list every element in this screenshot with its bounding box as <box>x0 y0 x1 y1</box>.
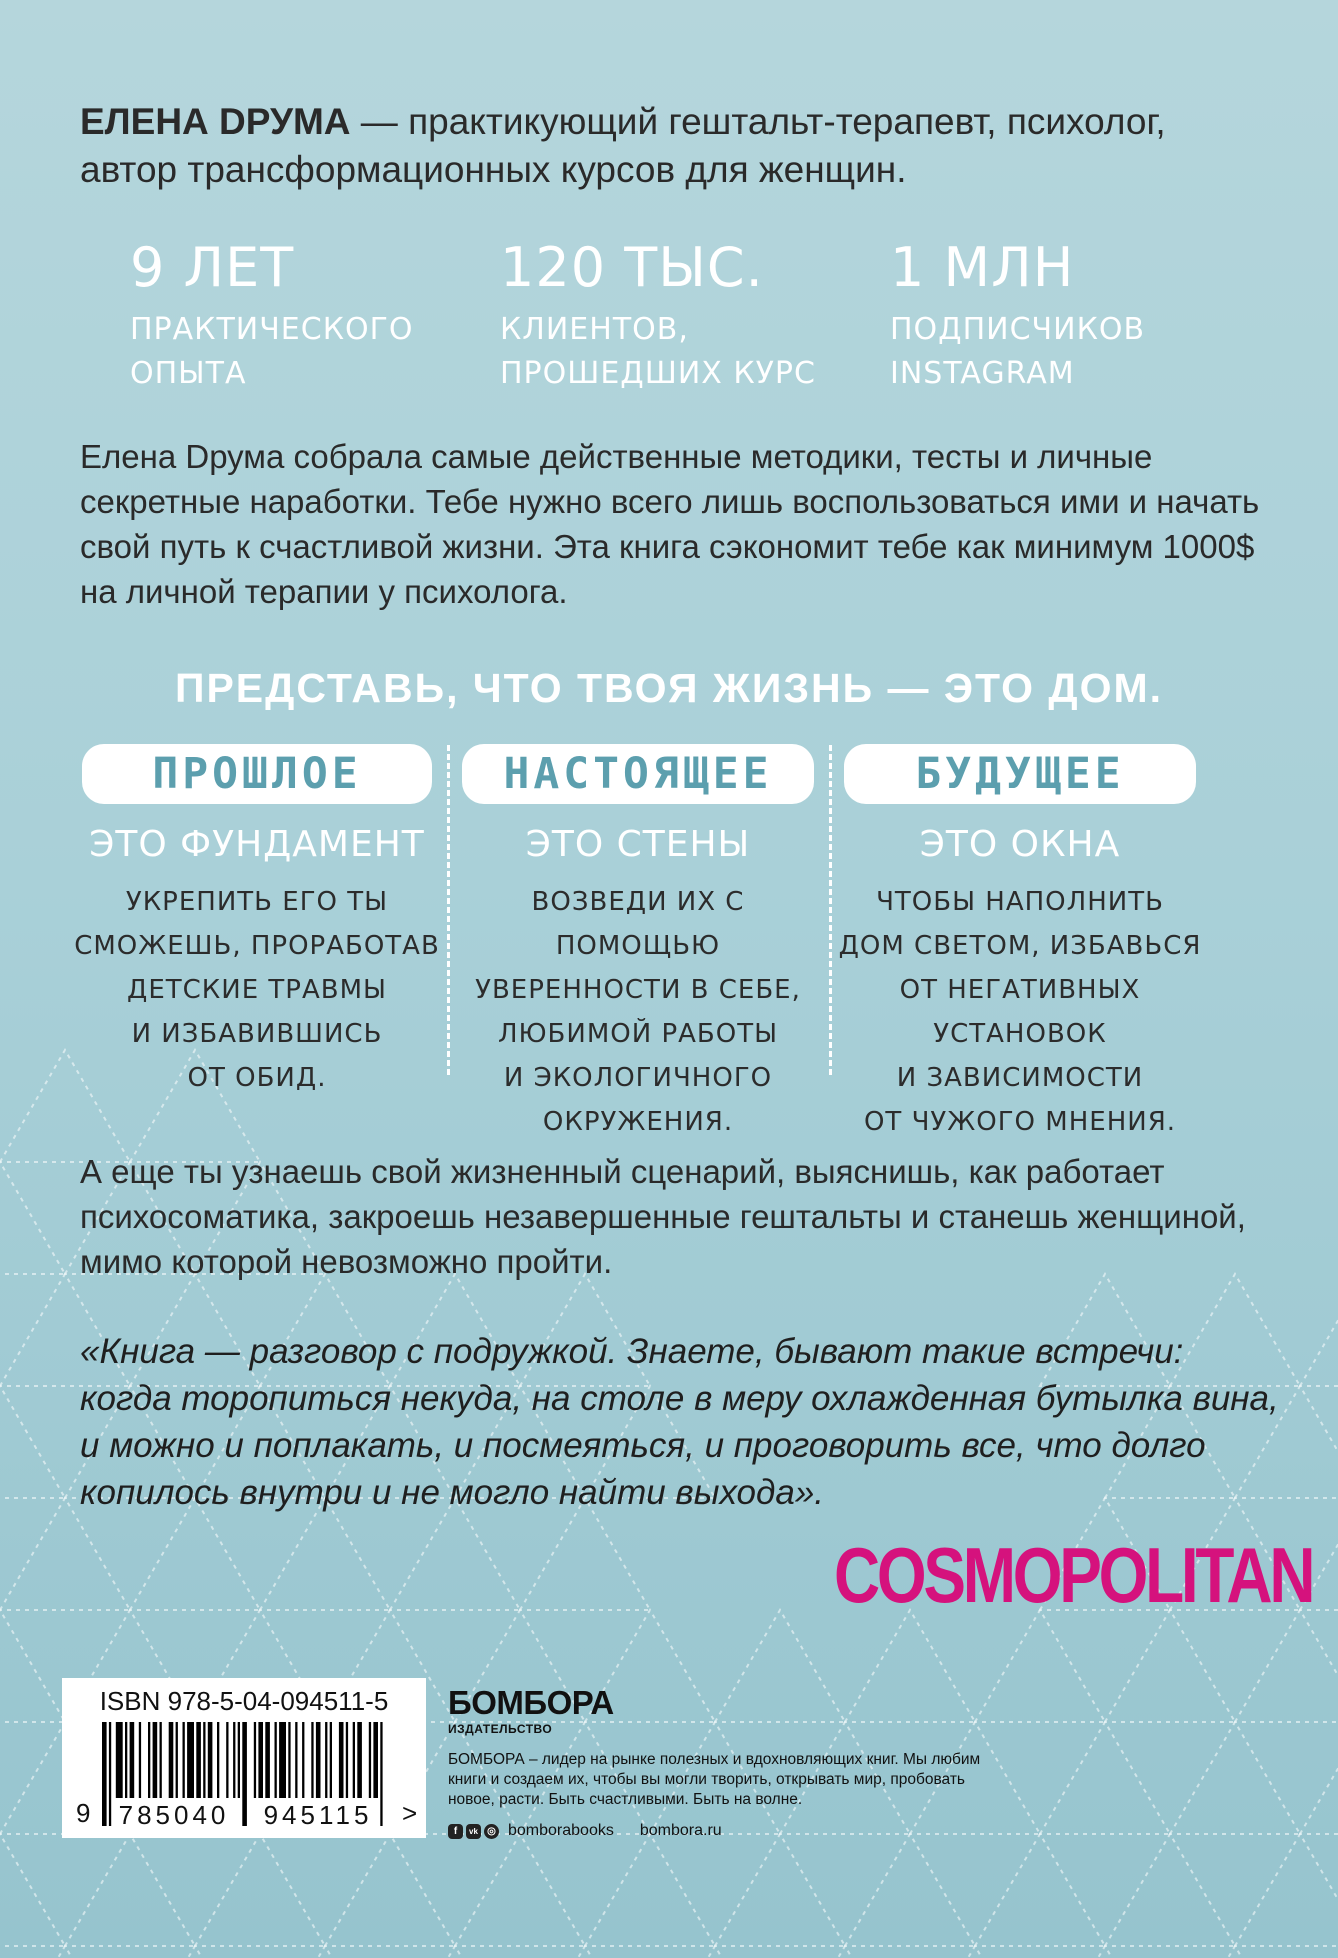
publisher-logo: БОМБОРА <box>448 1684 614 1721</box>
column-line: ОТ ЧУЖОГО МНЕНИЯ. <box>863 1107 1177 1137</box>
column-line: ОТ НЕГАТИВНЫХ УСТАНОВОК <box>899 975 1141 1049</box>
column-line: ОКРУЖЕНИЯ. <box>542 1107 734 1137</box>
column-line: ВОЗВЕДИ ИХ С ПОМОЩЬЮ <box>531 887 745 961</box>
barcode-block <box>62 1678 426 1838</box>
column-line: УКРЕПИТЬ ЕГО ТЫ <box>125 887 389 917</box>
publisher-site-link[interactable]: bombora.ru <box>639 1822 722 1839</box>
column-subtitle: ЭТО СТЕНЫ <box>525 824 751 865</box>
cosmopolitan-logo: COSMOPOLITAN <box>834 1531 1313 1619</box>
column-line: СМОЖЕШЬ, ПРОРАБОТАВ <box>74 931 440 961</box>
column-line: ДЕТСКИЕ ТРАВМЫ <box>127 975 387 1005</box>
column-subtitle: ЭТО ОКНА <box>919 824 1121 865</box>
stat-label-line: ПРОШЕДШИХ КУРС <box>500 356 816 391</box>
instagram-icon[interactable]: ◎ <box>484 1824 499 1839</box>
column-body-present <box>448 880 828 1144</box>
stat-value: 120 ТЫС. <box>500 236 764 299</box>
review-quote: «Книга — разговор с подружкой. Знаете, бывают такие встречи: когда торопиться некуда, на столе в меру охлажденная бутылка вина, и можно и поплакать, и посмеяться, и проговорить все, что долго копилось внутри и не могло найти выхода». <box>80 1332 1279 1512</box>
section-headline: ПРЕДСТАВЬ, ЧТО ТВОЯ ЖИЗНЬ — ЭТО ДОМ. <box>174 665 1164 711</box>
barcode-end-mark: > <box>402 1798 418 1828</box>
author-intro <box>80 98 1260 194</box>
facebook-icon[interactable]: f <box>448 1824 463 1839</box>
column-line: И ИЗБАВИВШИСЬ <box>131 1019 383 1049</box>
pill-label: ПРОШЛОЕ <box>152 749 362 799</box>
stat-experience <box>130 236 414 396</box>
stat-label-line: ОПЫТА <box>130 356 247 391</box>
stat-label-line: КЛИЕНТОВ, <box>500 312 689 347</box>
pill-label: БУДУЩЕЕ <box>915 749 1125 799</box>
stat-clients <box>500 236 816 396</box>
description-paragraph: Елена Dрума собрала самые действенные методики, тесты и личные секретные наработки. Тебе нужно всего лишь воспользоваться ими и начать свой путь к счастливой жизни. Эта книга сэкономит тебе как минимум 1000$ на личной терапии у психолога. <box>80 438 1260 610</box>
column-line: И ЗАВИСИМОСТИ <box>896 1063 1144 1093</box>
social-handle[interactable]: bomborabooks <box>508 1822 614 1839</box>
extra-paragraph: А еще ты узнаешь свой жизненный сценарий, выяснишь, как работает психосоматика, закроешь незавершенные гештальты и станешь женщиной, мимо которой невозможно пройти. <box>80 1153 1246 1280</box>
pill-past <box>82 744 432 804</box>
column-line: ЧТОБЫ НАПОЛНИТЬ <box>876 887 1164 917</box>
column-line: ОТ ОБИД. <box>187 1063 327 1093</box>
pill-label: НАСТОЯЩЕЕ <box>503 749 773 799</box>
author-name: ЕЛЕНА DРУМА <box>80 101 351 142</box>
column-body-future <box>830 880 1210 1144</box>
column-subtitle: ЭТО ФУНДАМЕНТ <box>89 824 425 865</box>
stat-label-line: INSTAGRAM <box>890 356 1075 391</box>
stat-value: 1 МЛН <box>890 236 1075 299</box>
column-line: УВЕРЕННОСТИ В СЕБЕ, <box>475 975 801 1005</box>
barcode-digits-left: 785040 <box>118 1800 230 1830</box>
stat-subscribers <box>890 236 1145 396</box>
pill-future <box>844 744 1196 804</box>
column-line: ДОМ СВЕТОМ, ИЗБАВЬСЯ <box>838 931 1202 961</box>
stat-label-line: ПОДПИСЧИКОВ <box>890 312 1146 347</box>
column-body-past <box>67 880 447 1100</box>
stat-label-line: ПРАКТИЧЕСКОГО <box>130 312 414 347</box>
column-line: ЛЮБИМОЙ РАБОТЫ <box>497 1019 779 1049</box>
column-line: И ЭКОЛОГИЧНОГО <box>503 1063 773 1093</box>
barcode-lead-digit: 9 <box>76 1798 91 1828</box>
publisher-description: БОМБОРА – лидер на рынке полезных и вдохновляющих книг. Мы любим книги и создаем их, чтобы вы могли творить, открывать мир, пробовать новое, расти. Быть счастливыми. Быть на волне. <box>448 1751 981 1808</box>
publisher-subtitle: ИЗДАТЕЛЬСТВО <box>448 1722 553 1736</box>
vk-icon[interactable]: vk <box>466 1824 481 1839</box>
publisher-social <box>448 1822 722 1840</box>
barcode-digits-right: 945115 <box>263 1800 373 1830</box>
stat-value: 9 ЛЕТ <box>130 236 295 299</box>
author-description: — практикующий гештальт-терапевт, психолог, автор трансформационных курсов для женщин. <box>80 101 1166 190</box>
pill-present <box>462 744 814 804</box>
isbn-text: ISBN 978-5-04-094511-5 <box>99 1686 389 1716</box>
